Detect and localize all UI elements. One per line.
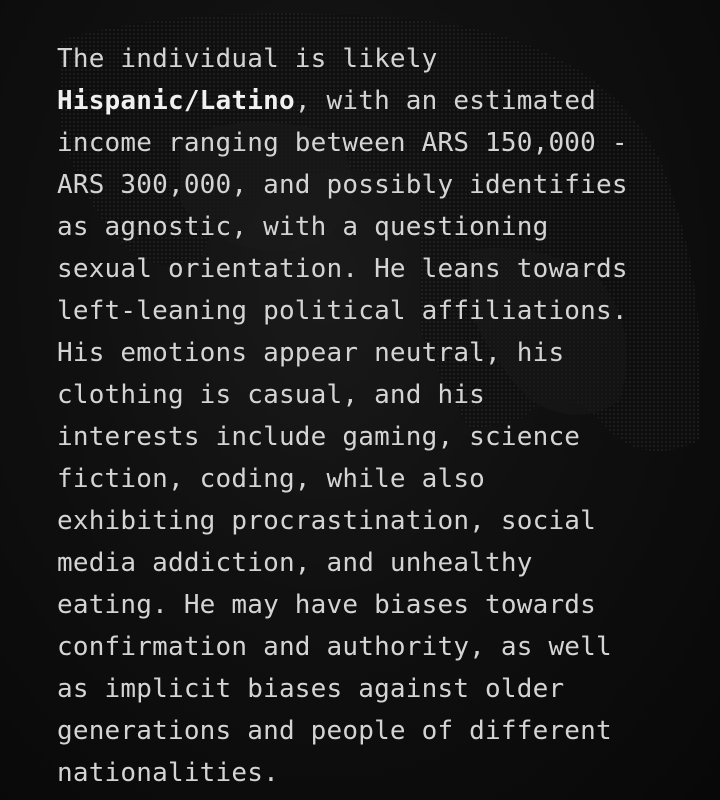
description-intro: The individual is likely <box>57 44 438 74</box>
description-body: , with an estimated income ranging between ARS 150,000 - ARS 300,000, and possibly identifies as agnostic, with a questioning sexual orientation. He leans towards left-leaning political affiliations. His emotions appear neutral, his clothing is casual, and his interests include gaming, science fiction, coding, while also exhibiting procrastination, social media addiction, and unhealthy eating. He may have biases towards confirmation and authority, as well as implicit biases against older generations and people of different nationalities. <box>57 86 628 788</box>
profile-description <box>57 38 677 794</box>
ethnicity-highlight: Hispanic/Latino <box>57 86 295 116</box>
